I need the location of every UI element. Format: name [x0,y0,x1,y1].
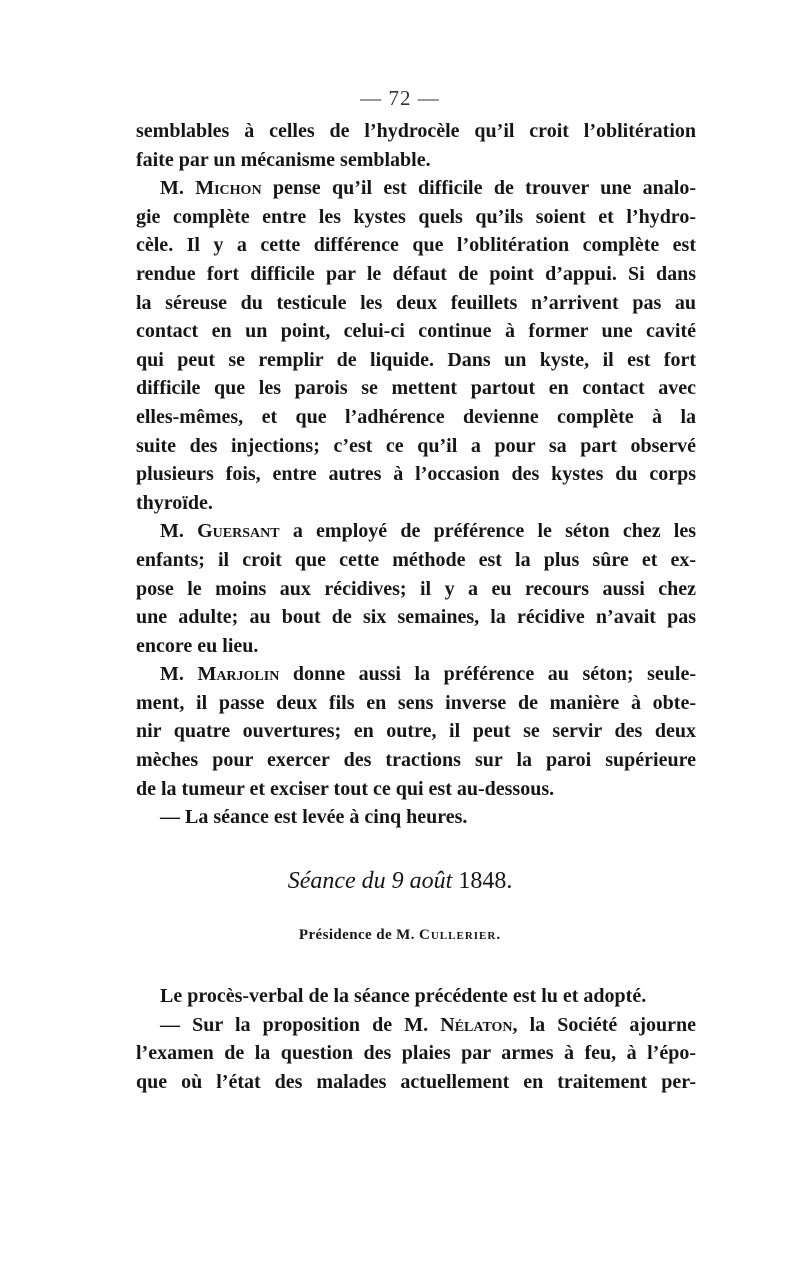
speaker-name-michon: Michon [195,177,262,200]
closing-line: — La séance est levée à cinq heures. [160,806,468,829]
text-fragment: — Sur la proposition de M. [160,1013,429,1036]
text-fragment: pense qu’il est difficile de trouver une analo- [261,177,696,200]
session-heading [0,868,800,895]
session-year: 1848. [458,868,513,894]
text-line: gie complète entre les kystes quels qu’ils soient et l’hydro- [136,205,696,228]
paragraph-marjolin-first-line [136,660,696,689]
text-fragment: a employé de préférence le séton chez les [279,520,697,543]
text-line: difficile que les parois se mettent partout en contact avec [136,377,696,400]
page-number: — 72 — [360,86,440,110]
paragraph-guersant-first-line [136,517,696,546]
speaker-name-nelaton: Nélaton [440,1013,513,1036]
speaker-name-marjolin: Marjolin [197,663,280,686]
speaker-label: M. [160,663,184,686]
text-line: nir quatre ouvertures; en outre, il peut se servir des deux [136,720,696,743]
text-line: de la tumeur et exciser tout ce qui est au-dessous. [136,777,555,800]
speaker-label: M. [160,177,184,200]
text-line: la séreuse du testicule les deux feuillets n’arrivent pas au [136,291,696,314]
text-line: thyroïde. [136,491,213,514]
paragraph-michon-first-line [136,174,696,203]
body-text-top [136,117,696,832]
text-line: faite par un mécanisme semblable. [136,148,431,171]
text-line: elles-mêmes, et que l’adhérence devienne complète à la [136,405,696,428]
text-line: une adulte; au bout de six semaines, la récidive n’avait pas [136,606,696,629]
president-name: Cullerier. [419,927,502,943]
text-line: plusieurs fois, entre autres à l’occasion des kystes du corps [136,463,696,486]
text-fragment: , la Société ajourne [512,1013,697,1036]
text-line: l’examen de la question des plaies par armes à feu, à l’épo- [136,1042,696,1065]
presidency-text: Présidence de M. [298,927,415,943]
text-line: cèle. Il y a cette différence que l’oblitération complète est [136,234,696,257]
text-line: que où l’état des malades actuellement en traitement per- [136,1070,696,1093]
minutes-line: Le procès-verbal de la séance précédente est lu et adopté. [160,985,647,1007]
text-line: ment, il passe deux fils en sens inverse de manière à obte- [136,691,696,714]
proposal-first-line [136,1011,696,1040]
text-line: pose le moins aux récidives; il y a eu recours aussi chez [136,577,696,600]
speaker-name-guersant: Guersant [197,520,280,543]
text-line: mèches pour exercer des tractions sur la paroi supérieure [136,749,696,772]
text-line: rendue fort difficile par le défaut de point d’appui. Si dans [136,262,696,285]
text-line: qui peut se remplir de liquide. Dans un kyste, il est fort [136,348,696,371]
text-line: enfants; il croit que cette méthode est la plus sûre et ex- [136,548,696,571]
text-line: semblables à celles de l’hydrocèle qu’il croit l’oblitération [136,120,696,142]
body-text-bottom [136,982,696,1096]
speaker-label: M. [160,520,184,543]
text-line: contact en un point, celui-ci continue à former une cavité [136,320,696,343]
text-fragment: donne aussi la préférence au séton; seule- [279,663,696,686]
text-line: suite des injections; c’est ce qu’il a pour sa part observé [136,434,696,457]
presidency-line [0,927,800,944]
session-title: Séance du 9 août [287,868,453,894]
text-line: encore eu lieu. [136,634,259,657]
